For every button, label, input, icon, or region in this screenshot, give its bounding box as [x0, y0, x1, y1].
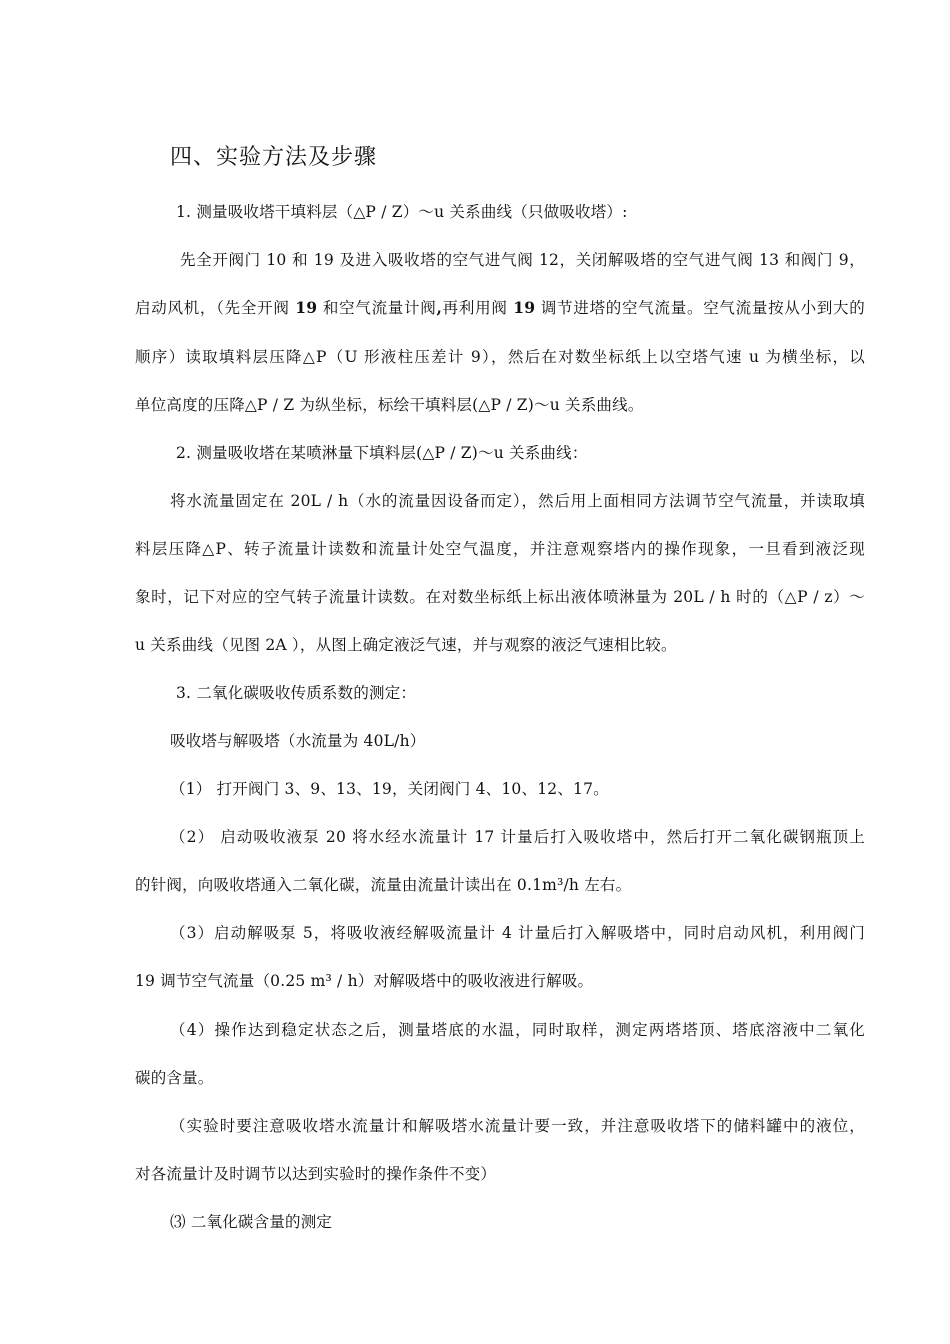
step-3-subtitle: 吸收塔与解吸塔（水流量为 40L/h） [170, 732, 426, 750]
step-3-item-4-line-1: （4）操作达到稳定状态之后，测量塔底的水温，同时取样，测定两塔塔顶、塔底溶液中二氧化 [170, 1021, 865, 1039]
step-2-title: 2. 测量吸收塔在某喷淋量下填料层(△P / Z)～u 关系曲线： [176, 444, 588, 462]
step-3-item-2-line-2: 的针阀，向吸收塔通入二氧化碳，流量由流量计读出在 0.1m³/h 左右。 [135, 876, 632, 894]
step-1-line-4: 单位高度的压降△P / Z 为纵坐标，标绘干填料层(△P / Z)～u 关系曲线。 [135, 396, 644, 414]
bold-valve-number: 19 [295, 298, 318, 317]
text-span: 和空气流量计阀 [317, 299, 437, 317]
bold-valve-number: 19 [513, 298, 536, 317]
text-span: 再利用阀 [442, 299, 514, 317]
section-heading: 四、实验方法及步骤 [170, 145, 378, 170]
note-line-2: 对各流量计及时调节以达到实验时的操作条件不变） [135, 1165, 497, 1183]
step-3-item-1: （1） 打开阀门 3、9、13、19，关闭阀门 4、10、12、17。 [170, 780, 609, 798]
bold-comma: , [436, 298, 443, 317]
step-2-line-3: 象时，记下对应的空气转子流量计读数。在对数坐标纸上标出液体喷淋量为 20L / h 时的（△P / z）～ [135, 588, 865, 606]
step-3-item-2-line-1: （2） 启动吸收液泵 20 将水经水流量计 17 计量后打入吸收塔中，然后打开二氧化碳钢瓶顶上 [170, 828, 865, 846]
step-1-line-1: 先全开阀门 10 和 19 及进入吸收塔的空气进气阀 12，关闭解吸塔的空气进气阀 13 和阀门 9， [180, 251, 865, 269]
step-3-co2-measurement: ⑶ 二氧化碳含量的测定 [170, 1213, 333, 1231]
step-2-line-1: 将水流量固定在 20L / h（水的流量因设备而定），然后用上面相同方法调节空气流量，并读取填 [170, 492, 865, 510]
text-span: 调节进塔的空气流量。空气流量按从小到大的 [535, 299, 865, 317]
step-3-item-4-line-2: 碳的含量。 [135, 1069, 214, 1087]
text-span: 启动风机，（先全开阀 [135, 299, 296, 317]
step-2-line-4: u 关系曲线（见图 2A ），从图上确定液泛气速，并与观察的液泛气速相比较。 [135, 636, 677, 654]
step-3-item-3-line-2: 19 调节空气流量（0.25 m³ / h）对解吸塔中的吸收液进行解吸。 [135, 972, 594, 990]
step-3-item-3-line-1: （3）启动解吸泵 5，将吸收液经解吸流量计 4 计量后打入解吸塔中，同时启动风机，利用阀门 [170, 924, 865, 942]
note-line-1: （实验时要注意吸收塔水流量计和解吸塔水流量计要一致，并注意吸收塔下的储料罐中的液位， [170, 1117, 865, 1135]
step-1-line-3: 顺序）读取填料层压降△P（U 形液柱压差计 9），然后在对数坐标纸上以空塔气速 u 为横坐标，以 [135, 348, 865, 366]
step-3-title: 3. 二氧化碳吸收传质系数的测定： [176, 684, 417, 702]
step-1-line-2 [135, 296, 865, 318]
step-1-title: 1. 测量吸收塔干填料层（△P / Z）～u 关系曲线（只做吸收塔）: [176, 203, 628, 221]
step-2-line-2: 料层压降△P、转子流量计读数和流量计处空气温度，并注意观察塔内的操作现象，一旦看到液泛现 [135, 540, 865, 558]
